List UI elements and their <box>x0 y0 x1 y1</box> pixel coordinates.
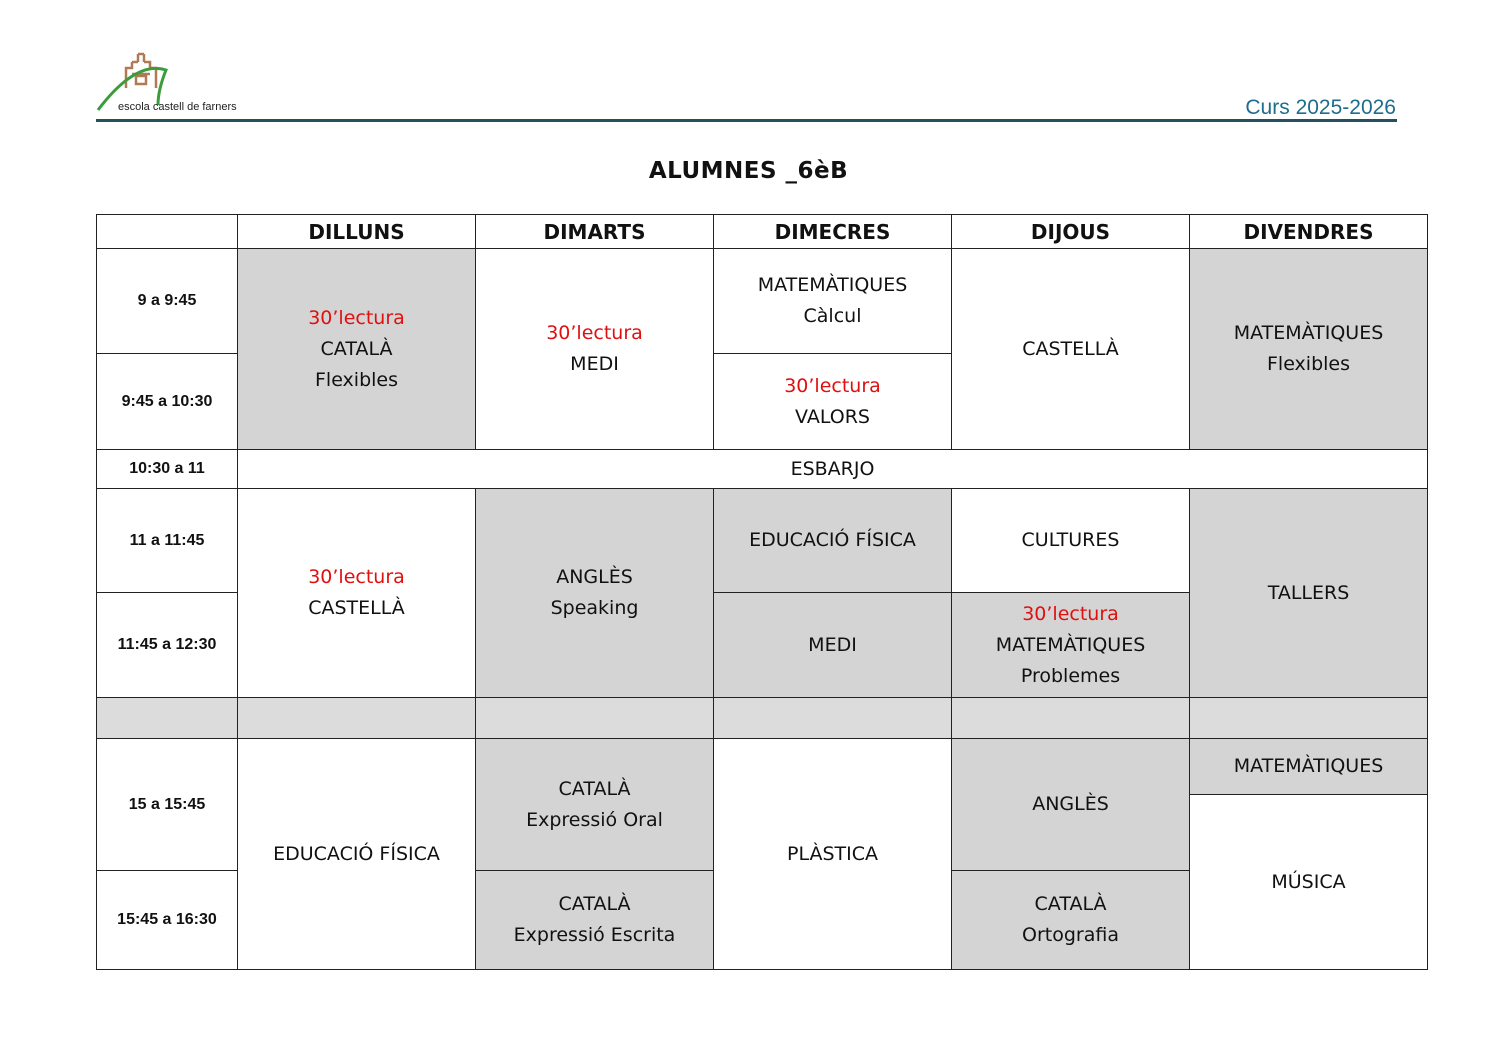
subject: CATALÀ <box>1034 893 1107 915</box>
day-header: DIMARTS <box>476 215 714 249</box>
time-slot: 15 a 15:45 <box>97 739 238 871</box>
lesson-cell <box>1190 489 1428 698</box>
subject: MATEMÀTIQUES <box>757 274 908 296</box>
course-year: Curs 2025-2026 <box>1245 96 1396 119</box>
time-slot: 9 a 9:45 <box>97 249 238 354</box>
subject-detail: Flexibles <box>1266 353 1350 375</box>
lesson-cell <box>476 489 714 698</box>
reading-note: 30’lectura <box>308 306 405 329</box>
time-slot: 10:30 a 11 <box>97 450 238 489</box>
subject-detail: Ortografia <box>1022 924 1119 946</box>
reading-note: 30’lectura <box>546 322 643 344</box>
timetable <box>96 214 1428 970</box>
lesson-cell <box>714 354 952 450</box>
page-title: ALUMNES _6èB <box>648 158 849 184</box>
empty-cell <box>1190 698 1428 739</box>
subject: TALLERS <box>1267 581 1350 604</box>
table-row <box>97 450 1428 489</box>
subject: MATEMÀTIQUES <box>995 633 1146 656</box>
empty-cell <box>476 698 714 739</box>
lesson-cell <box>238 739 476 970</box>
lesson-cell <box>714 249 952 354</box>
reading-note: 30’lectura <box>784 374 881 397</box>
time-slot: 9:45 a 10:30 <box>97 354 238 450</box>
time-slot: 15:45 a 16:30 <box>97 871 238 970</box>
subject: MATEMÀTIQUES <box>1233 322 1384 344</box>
lesson-cell <box>476 249 714 450</box>
subject: MATEMÀTIQUES <box>1233 755 1384 777</box>
day-header: DIJOUS <box>952 215 1190 249</box>
table-row <box>97 489 1428 593</box>
subject-detail: Flexibles <box>314 368 398 391</box>
lesson-cell <box>238 489 476 698</box>
subject: CASTELLÀ <box>1022 337 1119 360</box>
corner-cell <box>97 215 238 249</box>
subject: VALORS <box>795 405 870 428</box>
empty-cell <box>97 698 238 739</box>
subject: PLÀSTICA <box>786 842 878 865</box>
lesson-cell <box>1190 795 1428 970</box>
logo-text: escola castell de farners <box>118 101 237 113</box>
subject: CASTELLÀ <box>308 597 405 619</box>
subject: CATALÀ <box>320 337 393 360</box>
time-slot: 11 a 11:45 <box>97 489 238 593</box>
lesson-cell <box>476 871 714 970</box>
lesson-cell <box>952 249 1190 450</box>
subject: EDUCACIÓ FÍSICA <box>273 842 440 865</box>
subject-detail: Problemes <box>1020 664 1121 687</box>
subject: ANGLÈS <box>1032 793 1109 815</box>
subject-detail: Expressió Oral <box>526 808 663 831</box>
lesson-cell <box>714 593 952 698</box>
lesson-cell <box>714 739 952 970</box>
empty-cell <box>714 698 952 739</box>
subject: EDUCACIÓ FÍSICA <box>749 529 916 551</box>
header-divider <box>96 119 1397 122</box>
reading-note: 30’lectura <box>1022 602 1119 625</box>
lesson-cell <box>238 249 476 450</box>
subject: ANGLÈS <box>556 566 633 588</box>
break-cell: ESBARJO <box>238 450 1428 489</box>
day-header: DILLUNS <box>238 215 476 249</box>
time-slot: 11:45 a 12:30 <box>97 593 238 698</box>
lesson-cell <box>1190 739 1428 795</box>
table-row <box>97 739 1428 795</box>
subject: CATALÀ <box>558 777 631 800</box>
lesson-cell <box>952 739 1190 871</box>
day-header: DIVENDRES <box>1190 215 1428 249</box>
lesson-cell <box>714 489 952 593</box>
table-row <box>97 249 1428 354</box>
subject: CATALÀ <box>558 893 631 915</box>
reading-note: 30’lectura <box>308 566 405 588</box>
day-header: DIMECRES <box>714 215 952 249</box>
lesson-cell <box>476 739 714 871</box>
lesson-cell <box>1190 249 1428 450</box>
lesson-cell <box>952 593 1190 698</box>
lesson-cell <box>952 871 1190 970</box>
subject: CULTURES <box>1021 529 1120 551</box>
lunch-gap-row <box>97 698 1428 739</box>
empty-cell <box>238 698 476 739</box>
table-header-row <box>97 215 1428 249</box>
subject-detail: Càlcul <box>803 305 862 327</box>
subject-detail: Expressió Escrita <box>513 924 676 946</box>
subject: MÚSICA <box>1271 870 1346 893</box>
subject: MEDI <box>570 353 619 375</box>
subject: MEDI <box>808 633 857 656</box>
empty-cell <box>952 698 1190 739</box>
lesson-cell <box>952 489 1190 593</box>
subject-detail: Speaking <box>550 597 639 619</box>
